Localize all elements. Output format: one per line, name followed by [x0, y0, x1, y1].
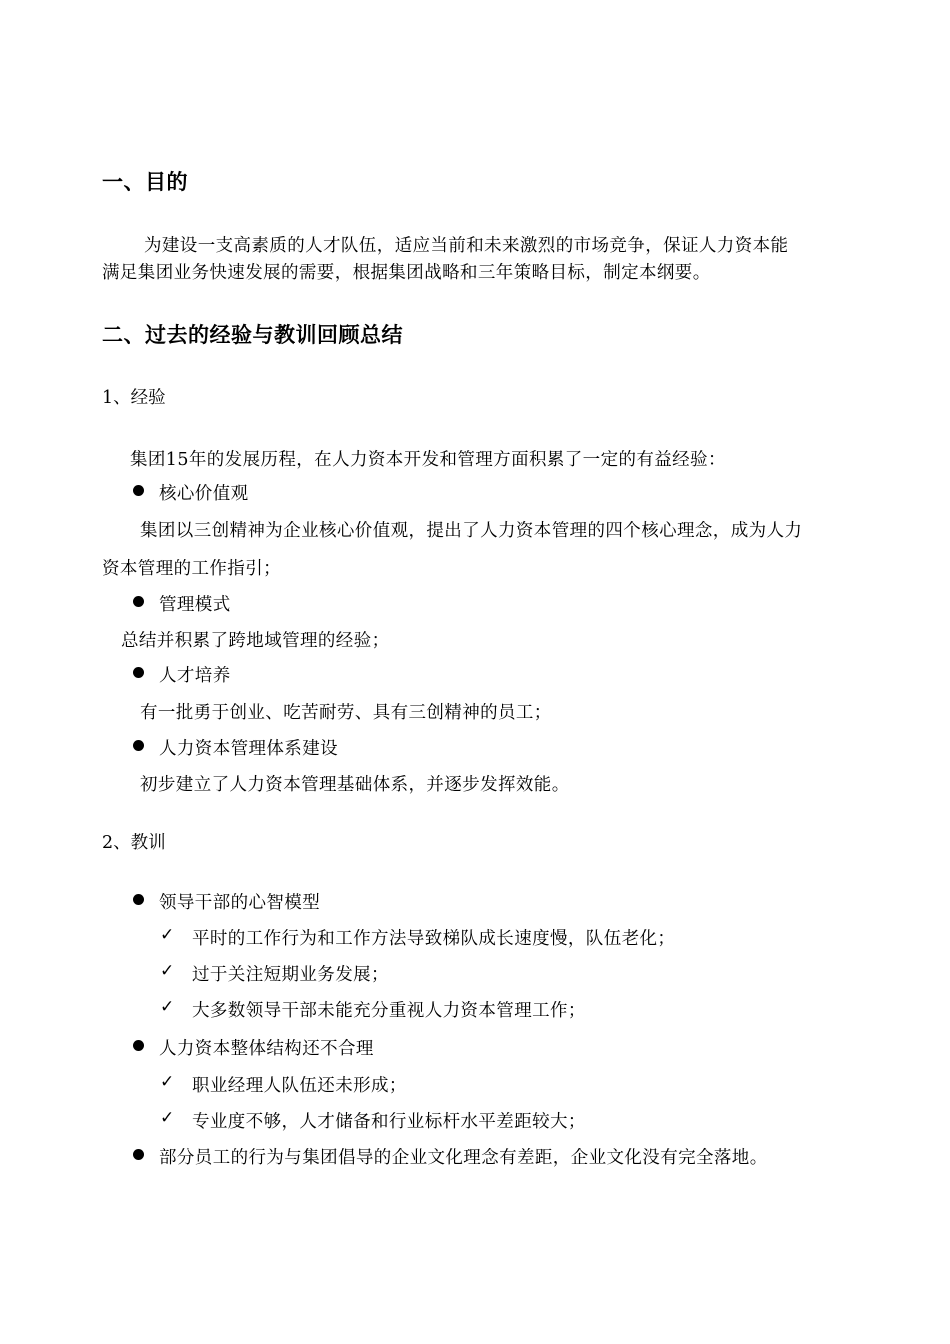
check-icon: ✓ [160, 925, 175, 945]
lesson-check-text: 平时的工作行为和工作方法导致梯队成长速度慢，队伍老化； [192, 929, 676, 949]
lesson-item-label: 人力资本整体结构还不合理 [159, 1039, 374, 1059]
experience-intro: 集团15年的发展历程，在人力资本开发和管理方面积累了一定的有益经验： [130, 450, 726, 470]
section-heading-purpose: 一、目的 [102, 170, 188, 194]
purpose-paragraph-line-1: 为建设一支高素质的人才队伍，适应当前和未来激烈的市场竞争，保证人力资本能 [144, 236, 789, 256]
check-icon: ✓ [160, 1072, 175, 1092]
lesson-check-text: 大多数领导干部未能充分重视人力资本管理工作； [192, 1001, 586, 1021]
bullet-icon [133, 667, 144, 678]
check-icon: ✓ [160, 997, 175, 1017]
bullet-icon [133, 894, 144, 905]
bullet-icon [133, 596, 144, 607]
experience-item-label: 核心价值观 [159, 484, 249, 504]
lesson-check-text: 过于关注短期业务发展； [192, 965, 389, 985]
bullet-icon [133, 740, 144, 751]
lesson-item-label: 部分员工的行为与集团倡导的企业文化理念有差距，企业文化没有完全落地。 [159, 1148, 768, 1168]
experience-item-label: 管理模式 [159, 595, 231, 615]
purpose-paragraph-line-2: 满足集团业务快速发展的需要，根据集团战略和三年策略目标，制定本纲要。 [102, 263, 711, 283]
lesson-item-label: 领导干部的心智模型 [159, 893, 321, 913]
experience-item-desc: 有一批勇于创业、吃苦耐劳、具有三创精神的员工； [140, 703, 552, 723]
experience-item-label: 人才培养 [159, 666, 231, 686]
check-icon: ✓ [160, 961, 175, 981]
experience-item-desc: 集团以三创精神为企业核心价值观，提出了人力资本管理的四个核心理念，成为人力 [140, 521, 803, 541]
experience-item-desc: 总结并积累了跨地域管理的经验； [121, 631, 390, 651]
bullet-icon [133, 1149, 144, 1160]
experience-item-desc: 初步建立了人力资本管理基础体系，并逐步发挥效能。 [140, 775, 570, 795]
section-heading-review: 二、过去的经验与教训回顾总结 [102, 323, 403, 347]
bullet-icon [133, 485, 144, 496]
check-icon: ✓ [160, 1108, 175, 1128]
experience-item-label: 人力资本管理体系建设 [159, 739, 338, 759]
bullet-icon [133, 1040, 144, 1051]
experience-item-desc-cont: 资本管理的工作指引； [102, 559, 281, 579]
subheading-lessons: 2、教训 [102, 833, 166, 853]
subheading-experience: 1、经验 [102, 388, 166, 408]
lesson-check-text: 职业经理人队伍还未形成； [192, 1076, 407, 1096]
lesson-check-text: 专业度不够，人才储备和行业标杆水平差距较大； [192, 1112, 586, 1132]
